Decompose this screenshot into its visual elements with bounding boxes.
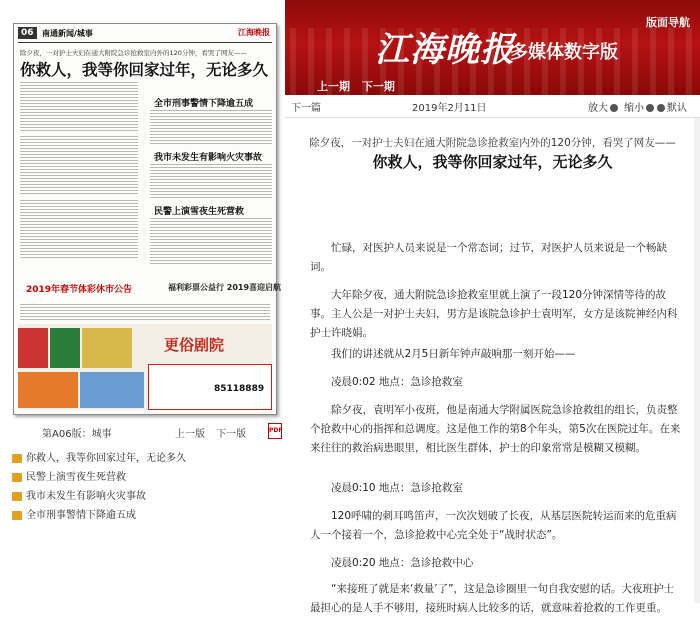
article-paragraph: 除夕夜，袁明军小夜班，他是南通大学附属医院急诊抢救组的组长，负责整个抢救中心的指挥和总调度。这是他工作的第8个年头，第5次在医院过年。在来来往往的救治病患眼里，相比医生群体，护士的印象常常是模糊又模糊。 — [310, 404, 681, 454]
issue-date: 2019年2月11日 — [412, 103, 487, 114]
zoom-out-label: 缩小 — [624, 103, 644, 114]
page-pager — [175, 425, 254, 440]
zoom-in-label: 放大 — [588, 103, 608, 114]
edition-subtitle: 多媒体数字版 — [510, 42, 618, 63]
article-toolbar — [285, 95, 700, 118]
thumb-text-block — [20, 82, 138, 132]
zoom-default-label: 默认 — [667, 103, 687, 114]
thumb-ad-welfare-title: 福利彩票公益行 2019喜迎启航 — [168, 283, 282, 292]
bullet-icon — [12, 454, 22, 463]
thumb-headline-fire[interactable]: 我市未发生有影响火灾事故 — [154, 153, 263, 163]
thumb-headline[interactable]: 你救人，我等你回家过年，无论多久 — [20, 61, 269, 79]
thumb-page-number: 06 — [18, 27, 37, 39]
next-issue-link[interactable]: 下一期 — [361, 80, 395, 93]
thumb-text-block — [20, 136, 138, 196]
thumb-ad-lottery-title: 2019年春节体彩休市公告 — [26, 285, 133, 295]
list-item[interactable] — [12, 487, 272, 506]
article-paragraph: 凌晨0:02 地点：急诊抢救室 — [331, 376, 463, 388]
thumb-ad-block — [80, 372, 144, 408]
story-title[interactable]: 全市刑事警情下降逾五成 — [26, 510, 136, 521]
article-subhead: 除夕夜，一对护士夫妇在通大附院急诊抢救室内外的120分钟，看哭了网友—— — [309, 137, 676, 149]
article-paragraph: 大年除夕夜，通大附院急诊抢救室里就上演了一段120分钟深情等待的故事。主人公是一对护士夫妇，男方是该院急诊护士袁明军，女方是该院神经内科护士许晓娟。 — [310, 289, 678, 339]
article-paragraph: 凌晨0:10 地点：急诊抢救室 — [331, 482, 463, 494]
prev-issue-link[interactable]: 上一期 — [317, 80, 350, 93]
scrollbar[interactable] — [694, 118, 700, 603]
list-item[interactable] — [12, 449, 272, 468]
thumb-ad-block — [18, 328, 48, 368]
thumb-ad-lottery — [18, 270, 142, 300]
thumb-ad-block — [50, 328, 80, 368]
thumb-brand: 江海晚报 — [238, 28, 270, 37]
thumb-ad-block — [18, 372, 78, 408]
radio-icon — [610, 104, 618, 112]
thumb-text-block — [20, 200, 138, 260]
thumb-ad-block — [82, 328, 132, 368]
next-article-link[interactable]: 下一篇 — [291, 103, 321, 114]
story-title[interactable]: 你救人，我等你回家过年，无论多久 — [26, 453, 186, 464]
story-title[interactable]: 我市未发生有影响火灾事故 — [26, 491, 146, 502]
story-list — [12, 449, 272, 525]
thumb-text-block — [150, 110, 272, 144]
prev-page-link[interactable]: 上一版 — [175, 429, 205, 440]
issue-pager — [317, 78, 403, 94]
thumb-section: 南通新闻/城事 — [42, 29, 93, 38]
radio-icon — [646, 104, 654, 112]
thumb-header — [18, 27, 272, 41]
thumb-text-block — [20, 304, 270, 320]
newspaper-page-thumbnail[interactable] — [13, 23, 282, 415]
thumb-text-block — [150, 164, 272, 198]
radio-icon — [657, 104, 665, 112]
thumb-headline-crime[interactable]: 全市刑事警情下降逾五成 — [154, 99, 254, 109]
zoom-out-button[interactable] — [624, 99, 654, 114]
thumb-ad-theater: 更俗剧院 — [164, 336, 225, 354]
page-nav-link[interactable]: 版面导航 — [646, 16, 690, 29]
article-paragraph: 忙碌，对医护人员来说是一个常态词；过节，对医护人员来说是一个畅缺词。 — [310, 242, 667, 273]
article-paragraph: “来接班了就是来‘救量’了”，这是急诊圈里一句自我安慰的话。大夜班护士最担心的是人手不够用，接班时病人比较多的话，就意味着抢救的工作更重。 — [310, 583, 675, 614]
article-paragraph: 凌晨0:20 地点：急诊抢救中心 — [331, 557, 474, 569]
thumb-lead: 除夕夜，一对护士夫妇在通大附院急诊抢救室内外的120分钟，看哭了网友—— — [20, 49, 247, 57]
article-headline: 你救人，我等你回家过年，无论多久 — [372, 153, 613, 171]
list-item[interactable] — [12, 506, 272, 525]
newspaper-logo: 江海晚报 — [375, 30, 515, 70]
bullet-icon — [12, 511, 22, 520]
next-page-link[interactable]: 下一版 — [216, 429, 247, 440]
article-paragraph: 我们的讲述就从2月5日新年钟声敲响那一刻开始—— — [331, 348, 576, 360]
zoom-in-button[interactable] — [588, 99, 618, 114]
article-paragraph: 120呼啸的刺耳鸣笛声，一次次划破了长夜，从基层医院转运而来的危重病人一个接着一个，急诊抢救中心完全处于“战时状态”。 — [310, 510, 677, 541]
thumb-text-block — [150, 218, 272, 264]
list-item[interactable] — [12, 468, 272, 487]
story-title[interactable]: 民警上演雪夜生死营救 — [26, 472, 126, 483]
thumb-ads-area — [18, 324, 272, 410]
page-panel — [0, 0, 285, 603]
bullet-icon — [12, 492, 22, 501]
article-body — [285, 118, 700, 614]
page-label: 第A06版：城事 — [42, 429, 112, 440]
bullet-icon — [12, 473, 22, 482]
thumb-divider — [18, 42, 272, 43]
thumb-headline-safety[interactable]: 民警上演雪夜生死营救 — [154, 207, 245, 217]
pdf-icon[interactable]: PDF — [268, 423, 282, 439]
thumb-ad-welfare — [148, 270, 282, 300]
thumb-ad-phone: 85118889 — [214, 384, 265, 394]
zoom-default-button[interactable] — [657, 99, 687, 114]
